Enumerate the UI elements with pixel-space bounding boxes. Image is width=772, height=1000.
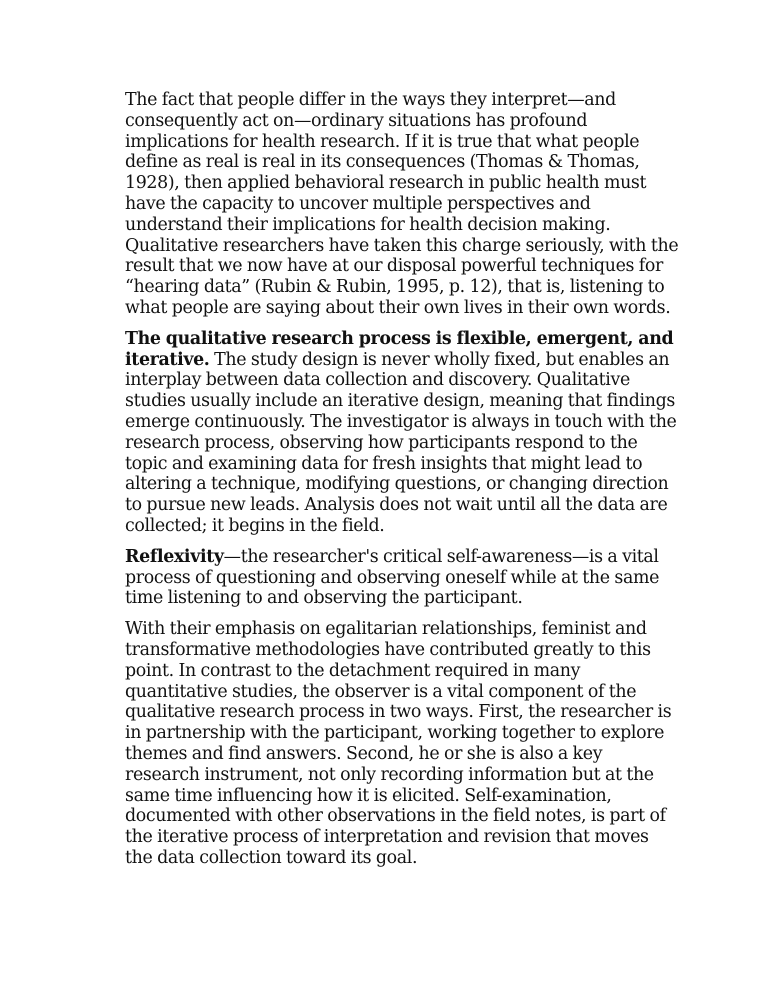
paragraph-1-text: The fact that people differ in the ways they interpret—and consequently act on—ordinary situations has profound implications for health research. If it is true that what people define as real is real in its consequences (Thomas & Thomas, 1928), then applied behavioral research in public health must have the capacity to uncover multiple perspectives and understand their implications for health decision making. Qualitative researchers have taken this charge seriously, with the result that we now have at our disposal powerful techniques for “hearing data” (Rubin & Rubin, 1995, p. 12), that is, listening to what people are saying about their own lives in their own words. <box>125 90 679 318</box>
paragraph-4 <box>125 619 680 869</box>
paragraph-1 <box>125 90 680 319</box>
document-page <box>125 90 680 879</box>
paragraph-2 <box>125 329 680 537</box>
paragraph-2-text: The study design is never wholly fixed, but enables an interplay between data collection and discovery. Qualitative studies usually include an iterative design, meaning that findings emerge continuously. The investigator is always in touch with the research process, observing how participants respond to the topic and examining data for fresh insights that might lead to altering a technique, modifying questions, or changing direction to pursue new leads. Analysis does not wait until all the data are collected; it begins in the field. <box>125 349 677 536</box>
paragraph-3-lead: Reflexivity <box>125 546 224 567</box>
paragraph-3 <box>125 547 680 609</box>
paragraph-4-text: With their emphasis on egalitarian relationships, feminist and transformative methodologies have contributed greatly to this point. In contrast to the detachment required in many quantitative studies, the observer is a vital component of the qualitative research process in two ways. First, the researcher is in partnership with the participant, working together to explore themes and find answers. Second, he or she is also a key research instrument, not only recording information but at the same time influencing how it is elicited. Self-examination, documented with other observations in the field notes, is part of the iterative process of interpretation and revision that moves the data collection toward its goal. <box>125 619 672 868</box>
paragraph-3-text: —the researcher's critical self-awareness—is a vital process of questioning and observing oneself while at the same time listening to and observing the participant. <box>125 546 660 609</box>
paragraph-2-lead: The qualitative research process is flexible, emergent, and iterative. <box>125 328 674 370</box>
